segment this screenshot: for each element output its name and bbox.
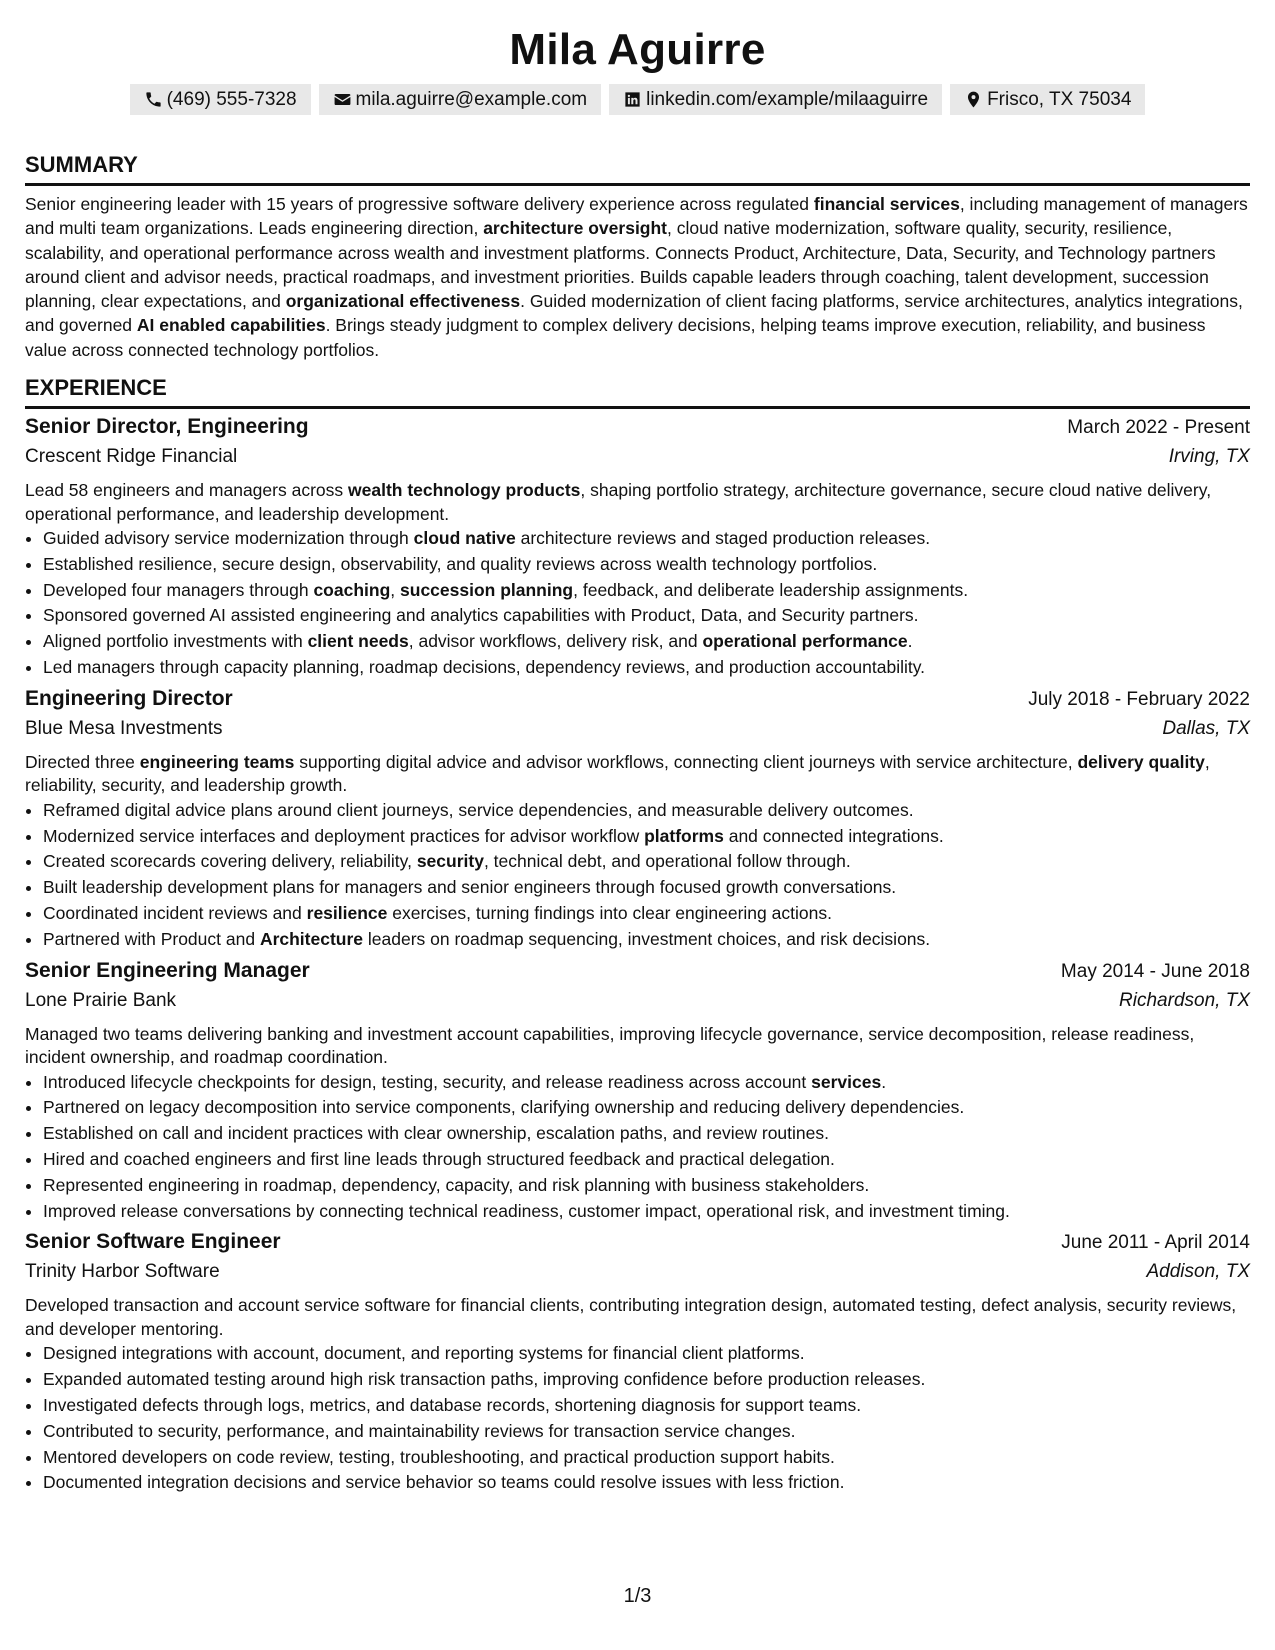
job-description: Directed three engineering teams supporting digital advice and advisor workflows, connecting client journeys with service architecture, delivery quality, reliability, security, and leadership growth. (25, 751, 1210, 796)
job-dates: March 2022 - Present (1067, 417, 1250, 439)
emphasis-text: coaching (313, 579, 391, 600)
job-bullet: • Modernized service interfaces and deployment practices for advisor workflow platforms and connected integrations. (43, 824, 1250, 850)
contact-linkedin-text: linkedin.com/example/milaaguirre (646, 89, 929, 110)
envelope-icon (333, 90, 352, 109)
job-bullet: • Aligned portfolio investments with client needs, advisor workflows, delivery risk, and operational performance. (43, 629, 1250, 655)
job-company: Crescent Ridge Financial (25, 446, 238, 468)
job-dates: June 2011 - April 2014 (1061, 1232, 1250, 1254)
job-description: Developed transaction and account service software for financial clients, contributing integration design, automated testing, defect analysis, security reviews, and developer mentoring. (25, 1295, 1237, 1339)
contact-location[interactable] (950, 84, 1145, 115)
emphasis-text: cloud native (413, 528, 516, 549)
contact-email[interactable] (319, 84, 602, 115)
job-subheader (25, 990, 1250, 1021)
candidate-name: Mila Aguirre (509, 25, 766, 74)
job-header (25, 1230, 1250, 1261)
job-bullet: • Established on call and incident practices with clear ownership, escalation paths, and review routines. (43, 1121, 1250, 1147)
job-bullet: • Coordinated incident reviews and resilience exercises, turning findings into clear engineering actions. (43, 901, 1250, 927)
job-company: Lone Prairie Bank (25, 989, 177, 1011)
experience-heading: EXPERIENCE (25, 374, 1250, 409)
emphasis-text: succession planning (400, 579, 574, 600)
job-bullet: • Mentored developers on code review, testing, troubleshooting, and practical production support habits. (43, 1445, 1250, 1471)
contact-phone[interactable] (130, 84, 311, 115)
map-pin-icon (964, 90, 983, 109)
job-title: Senior Engineering Manager (25, 958, 310, 982)
emphasis-text: client needs (307, 631, 409, 652)
job-bullet: • Introduced lifecycle checkpoints for design, testing, security, and release readiness across account services. (43, 1070, 1250, 1096)
job-dates: July 2018 - February 2022 (1028, 688, 1250, 710)
contact-linkedin[interactable] (609, 84, 942, 115)
job-company: Trinity Harbor Software (25, 1261, 220, 1283)
job-description: Managed two teams delivering banking and investment account capabilities, improving lifecycle governance, service decomposition, release readiness, incident ownership, and roadmap coordination. (25, 1023, 1195, 1068)
job-location: Addison, TX (1146, 1261, 1250, 1283)
job-bullet: • Contributed to security, performance, and maintainability reviews for transaction service changes. (43, 1419, 1250, 1445)
emphasis-text: resilience (306, 903, 388, 924)
job-bullet: • Established resilience, secure design, observability, and quality reviews across wealth technology portfolios. (43, 552, 1250, 578)
job-bullet: • Documented integration decisions and service behavior so teams could resolve issues with less friction. (43, 1470, 1250, 1496)
job-entry (25, 687, 1250, 953)
emphasis-text: architecture oversight (483, 218, 668, 239)
emphasis-text: services (811, 1071, 882, 1092)
job-bullets (25, 798, 1250, 953)
job-bullets (25, 526, 1250, 681)
job-header (25, 959, 1250, 990)
job-subheader (25, 446, 1250, 477)
job-location: Richardson, TX (1119, 989, 1250, 1011)
job-header (25, 415, 1250, 446)
job-bullet: • Created scorecards covering delivery, reliability, security, technical debt, and operational follow through. (43, 849, 1250, 875)
job-title: Engineering Director (25, 686, 233, 710)
job-bullet: • Designed integrations with account, document, and reporting systems for financial client platforms. (43, 1341, 1250, 1367)
emphasis-text: wealth technology products (348, 480, 581, 501)
contact-phone-text: (469) 555-7328 (166, 89, 297, 110)
emphasis-text: Architecture (259, 928, 364, 949)
job-bullets (25, 1341, 1250, 1496)
job-location: Irving, TX (1168, 446, 1250, 468)
job-dates: May 2014 - June 2018 (1060, 960, 1250, 982)
emphasis-text: delivery quality (1077, 751, 1205, 772)
job-bullet: • Expanded automated testing around high risk transaction paths, improving confidence before production releases. (43, 1367, 1250, 1393)
job-bullet: • Improved release conversations by connecting technical readiness, customer impact, operational risk, and investment timing. (43, 1199, 1250, 1225)
job-entry (25, 1230, 1250, 1496)
emphasis-text: financial services (813, 194, 960, 214)
job-bullet: • Sponsored governed AI assisted engineering and analytics capabilities with Product, Data, and Security partners. (43, 603, 1250, 629)
emphasis-text: engineering teams (139, 751, 295, 772)
emphasis-text: operational performance (702, 631, 908, 652)
job-subheader (25, 1261, 1250, 1292)
contact-email-text: mila.aguirre@example.com (355, 89, 588, 110)
emphasis-text: AI enabled capabilities (136, 315, 326, 336)
job-bullet: • Built leadership development plans for managers and senior engineers through focused growth conversations. (43, 875, 1250, 901)
job-title: Senior Software Engineer (25, 1230, 281, 1254)
summary-heading: SUMMARY (25, 151, 1250, 186)
page-number: 1/3 (623, 1585, 652, 1607)
emphasis-text: platforms (644, 825, 724, 846)
job-bullet: • Led managers through capacity planning, roadmap decisions, dependency reviews, and production accountability. (43, 655, 1250, 681)
job-title: Senior Director, Engineering (25, 415, 309, 439)
job-bullet: • Partnered on legacy decomposition into service components, clarifying ownership and reducing delivery dependencies. (43, 1095, 1250, 1121)
job-description: Lead 58 engineers and managers across wealth technology products, shaping portfolio strategy, architecture governance, secure cloud native delivery, operational performance, and leadership development. (25, 480, 1212, 524)
job-company: Blue Mesa Investments (25, 717, 223, 739)
phone-icon (144, 90, 163, 109)
job-entry (25, 959, 1250, 1225)
job-bullet: • Developed four managers through coaching, succession planning, feedback, and deliberate leadership assignments. (43, 578, 1250, 604)
job-entry (25, 415, 1250, 681)
experience-list (25, 415, 1250, 1496)
contact-location-text: Frisco, TX 75034 (987, 89, 1132, 110)
job-subheader (25, 718, 1250, 749)
contact-bar (25, 84, 1250, 115)
job-bullets (25, 1070, 1250, 1225)
job-location: Dallas, TX (1162, 717, 1250, 739)
job-bullet: • Guided advisory service modernization through cloud native architecture reviews and staged production releases. (43, 526, 1250, 552)
job-bullet: • Hired and coached engineers and first line leads through structured feedback and practical delegation. (43, 1147, 1250, 1173)
job-bullet: • Partnered with Product and Architecture leaders on roadmap sequencing, investment choices, and risk decisions. (43, 927, 1250, 953)
resume-page (25, 0, 1250, 1496)
job-bullet: • Reframed digital advice plans around client journeys, service dependencies, and measurable delivery outcomes. (43, 798, 1250, 824)
linkedin-icon (623, 90, 642, 109)
job-header (25, 687, 1250, 718)
summary-text: Senior engineering leader with 15 years of progressive software delivery experience across regulated financial services, including management of managers and multi team organizations. Leads engineering direction, architecture oversight, cloud native modernization, software quality, security, resilience, scalability, and operational performance across wealth and investment platforms. Connects Product, Architecture, Data, Security, and Technology partners around client and advisor needs, practical roadmaps, and investment priorities. Builds capable leaders through coaching, talent development, succession planning, clear expectations, and organizational effectiveness. Guided modernization of client facing platforms, service architectures, analytics integrations, and governed AI enabled capabilities. Brings steady judgment to complex delivery decisions, helping teams improve execution, reliability, and business value across connected technology portfolios. (25, 194, 1248, 360)
job-bullet: • Investigated defects through logs, metrics, and database records, shortening diagnosis for support teams. (43, 1393, 1250, 1419)
job-bullet: • Represented engineering in roadmap, dependency, capacity, and risk planning with business stakeholders. (43, 1173, 1250, 1199)
emphasis-text: security (416, 851, 484, 872)
emphasis-text: organizational effectiveness (285, 291, 521, 312)
